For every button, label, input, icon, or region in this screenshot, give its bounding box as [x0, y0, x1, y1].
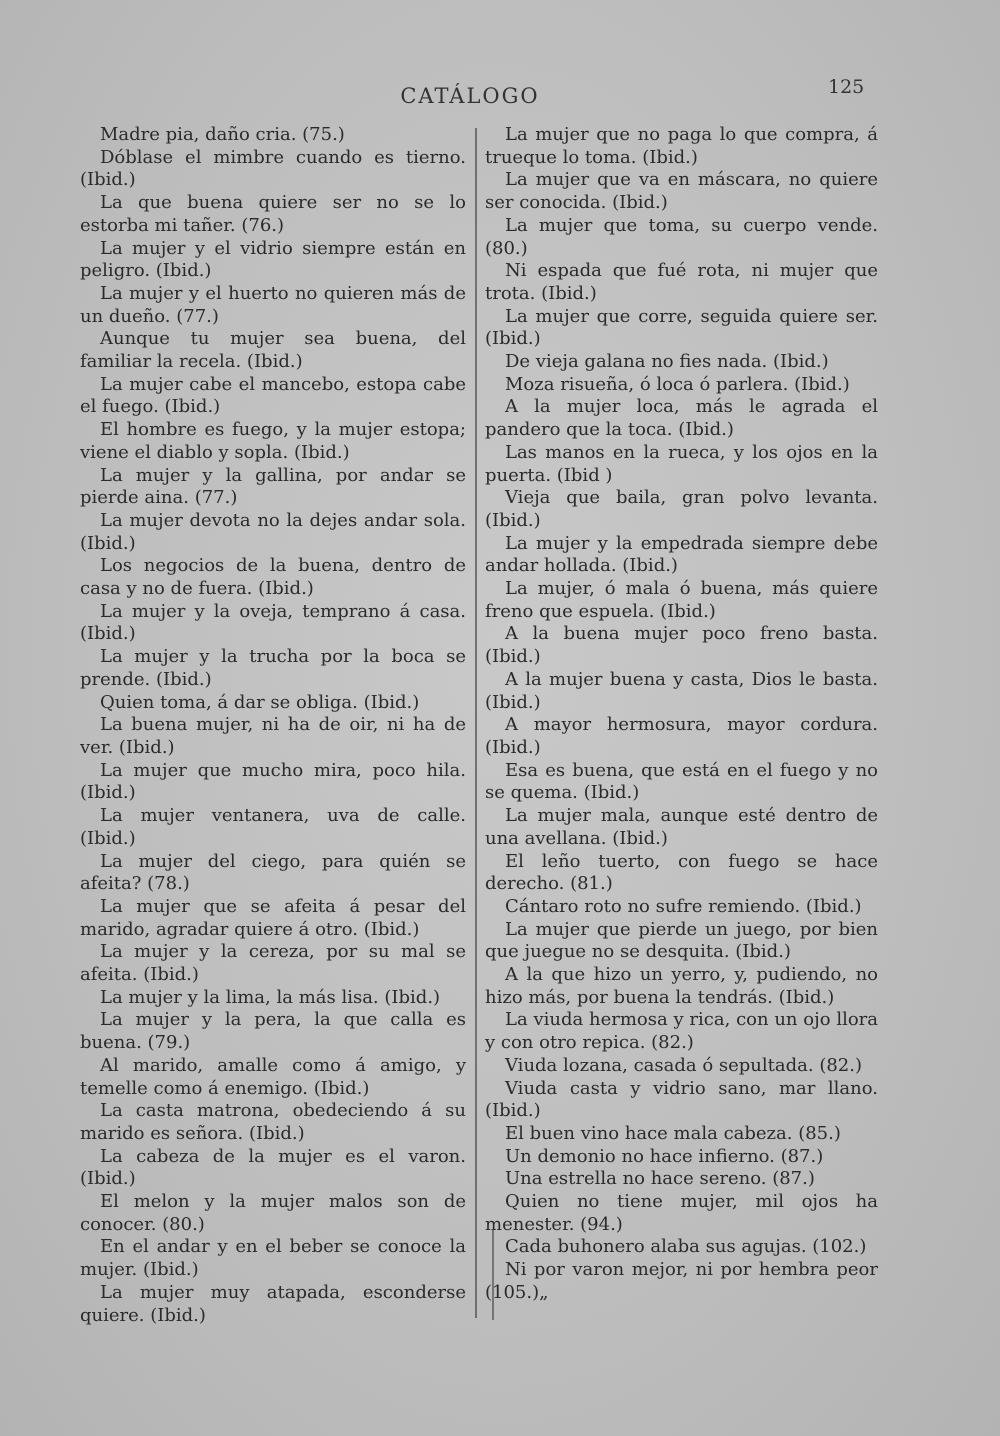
proverb-entry: Viuda lozana, casada ó sepultada. (82.) — [505, 1054, 862, 1076]
proverb-entry: La mujer ventanera, uva de calle. (Ibid.) — [80, 805, 466, 849]
proverb-entry: La mujer y la empedrada siempre debe andar hollada. (Ibid.) — [485, 532, 878, 577]
proverb-entry: La cabeza de la mujer es el varon. (Ibid.) — [80, 1145, 466, 1190]
proverb-entry: La mujer y el huerto no quieren más de un dueño. (77.) — [80, 282, 466, 327]
left-column — [80, 124, 466, 1327]
proverb-entry: La mujer cabe el mancebo, estopa cabe el fuego. (Ibid.) — [80, 373, 466, 418]
proverb-entry: Las manos en la rueca, y los ojos en la puerta. (Ibid ) — [485, 441, 878, 486]
proverb-entry: La casta matrona, obedeciendo á su marido es señora. (Ibid.) — [80, 1100, 466, 1144]
proverb-entry: Una estrella no hace sereno. (87.) — [505, 1168, 815, 1190]
proverb-entry: Ni espada que fué rota, ni mujer que trota. (Ibid.) — [485, 260, 878, 304]
page-number: 125 — [828, 76, 865, 98]
proverb-entry: La mujer muy atapada, esconderse quiere. (Ibid.) — [80, 1281, 466, 1326]
proverb-entry: La mujer y la oveja, temprano á casa. (Ibid.) — [80, 600, 466, 645]
proverb-entry: La mujer que pierde un juego, por bien que juegue no se desquita. (Ibid.) — [485, 918, 878, 963]
proverb-entry: De vieja galana no fies nada. (Ibid.) — [505, 351, 829, 373]
proverb-entry: A la mujer loca, más le agrada el pandero que la toca. (Ibid.) — [485, 396, 878, 441]
proverb-entry: La mujer que va en máscara, no quiere ser conocida. (Ibid.) — [485, 169, 878, 214]
proverb-entry: En el andar y en el beber se conoce la mujer. (Ibid.) — [80, 1236, 466, 1281]
proverb-entry: Vieja que baila, gran polvo levanta. (Ibid.) — [485, 487, 878, 531]
proverb-entry: El leño tuerto, con fuego se hace derecho. (81.) — [485, 850, 878, 895]
column-divider — [475, 128, 477, 1318]
proverb-entry: A la buena mujer poco freno basta. (Ibid.) — [485, 623, 878, 668]
proverb-entry: La mujer que no paga lo que compra, á trueque lo toma. (Ibid.) — [485, 124, 878, 168]
proverb-entry: La mujer y la cereza, por su mal se afeita. (Ibid.) — [80, 941, 466, 986]
proverb-entry: La viuda hermosa y rica, con un ojo llora y con otro repica. (82.) — [485, 1009, 878, 1054]
proverb-entry: La mujer que mucho mira, poco hila. (Ibid.) — [80, 759, 466, 804]
proverb-entry: Quien toma, á dar se obliga. (Ibid.) — [100, 691, 420, 713]
proverb-entry: La mujer del ciego, para quién se afeita? (78.) — [80, 850, 466, 895]
proverb-entry: La mujer que se afeita á pesar del marido, agradar quiere á otro. (Ibid.) — [80, 895, 466, 940]
proverb-entry: La mujer que corre, seguida quiere ser. (Ibid.) — [485, 305, 878, 350]
proverb-entry: Ni por varon mejor, ni por hembra peor (105.)„ — [485, 1259, 878, 1303]
proverb-entry: La mujer y el vidrio siempre están en peligro. (Ibid.) — [80, 237, 466, 282]
proverb-entry: A la que hizo un yerro, y, pudiendo, no hizo más, por buena la tendrás. (Ibid.) — [485, 964, 878, 1008]
proverb-entry: El melon y la mujer malos son de conocer. (80.) — [80, 1191, 466, 1235]
proverb-entry: Aunque tu mujer sea buena, del familiar la recela. (Ibid.) — [80, 328, 466, 373]
proverb-entry: Cántaro roto no sufre remiendo. (Ibid.) — [505, 895, 862, 917]
proverb-entry: La que buena quiere ser no se lo estorba mi tañer. (76.) — [80, 192, 466, 236]
proverb-entry: La mujer y la gallina, por andar se pierde aina. (77.) — [80, 464, 466, 509]
proverb-entry: A la mujer buena y casta, Dios le basta. (Ibid.) — [485, 668, 878, 713]
proverb-entry: La buena mujer, ni ha de oir, ni ha de ver. (Ibid.) — [80, 714, 466, 758]
proverb-entry: Un demonio no hace infierno. (87.) — [505, 1145, 824, 1167]
proverb-entry: La mujer y la pera, la que calla es buena. (79.) — [80, 1009, 466, 1054]
proverb-entry: Viuda casta y vidrio sano, mar llano. (Ibid.) — [485, 1077, 878, 1122]
proverb-entry: El hombre es fuego, y la mujer estopa; viene el diablo y sopla. (Ibid.) — [80, 419, 466, 463]
proverb-entry: Al marido, amalle como á amigo, y temelle como á enemigo. (Ibid.) — [80, 1054, 466, 1099]
proverb-entry: La mujer devota no la dejes andar sola. (Ibid.) — [80, 509, 466, 554]
proverb-entry: La mujer y la trucha por la boca se prende. (Ibid.) — [80, 646, 466, 690]
proverb-entry: Los negocios de la buena, dentro de casa y no de fuera. (Ibid.) — [80, 555, 466, 600]
proverb-entry: A mayor hermosura, mayor cordura. (Ibid.) — [485, 714, 878, 758]
proverb-entry: El buen vino hace mala cabeza. (85.) — [505, 1122, 841, 1144]
proverb-entry: La mujer y la lima, la más lisa. (Ibid.) — [100, 986, 441, 1008]
proverb-entry: Moza risueña, ó loca ó parlera. (Ibid.) — [505, 373, 850, 395]
right-column — [485, 124, 878, 1305]
proverb-entry: Cada buhonero alaba sus agujas. (102.) — [505, 1236, 867, 1258]
proverb-entry: Madre pia, daño cria. (75.) — [100, 124, 345, 145]
proverb-entry: Quien no tiene mujer, mil ojos ha menester. (94.) — [485, 1191, 878, 1235]
proverb-entry: Dóblase el mimbre cuando es tierno. (Ibid.) — [80, 146, 466, 191]
proverb-entry: La mujer mala, aunque esté dentro de una avellana. (Ibid.) — [485, 805, 878, 849]
proverb-entry: La mujer que toma, su cuerpo vende. (80.) — [485, 214, 878, 259]
proverb-entry: Esa es buena, que está en el fuego y no se quema. (Ibid.) — [485, 759, 878, 804]
running-header-title: CATÁLOGO — [400, 84, 540, 108]
proverb-entry: La mujer, ó mala ó buena, más quiere freno que espuela. (Ibid.) — [485, 578, 878, 622]
